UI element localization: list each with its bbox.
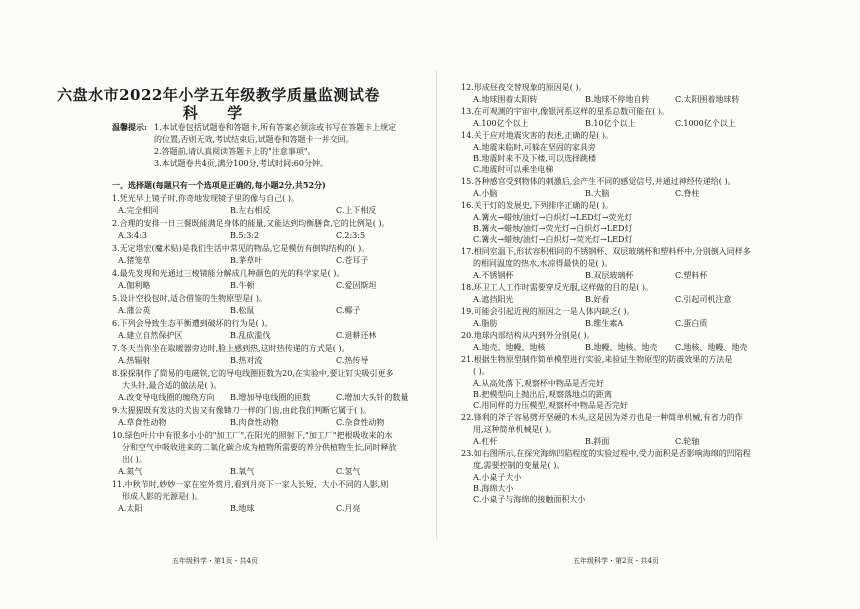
notice-label: 温馨提示: [112,122,147,132]
answer-option: B.松鼠 [230,306,255,315]
page-2 [437,0,860,609]
answer-option: A.篝火→蜡烛/油灯→白炽灯→LED灯→荧光灯 [473,213,633,222]
answer-option: A.猪笼草 [118,256,151,265]
notice-line: 1.本试卷包括试题卷和答题卡,所有答案必须涂或书写在答题卡上规定 [154,123,397,132]
answer-option: B.海绵大小 [473,484,514,493]
notice-line: 2.答题前,请认真阅读答题卡上的"注意事项"。 [154,147,316,156]
page-2-footer: 五年级科学・第2页・共4页 [573,557,659,565]
question-stem: 15.各种感官受到物体的刺激后,会产生不同的感觉信号,并通过神经传递给( )。 [461,177,736,186]
answer-option: C.月亮 [336,504,361,513]
answer-option: C.小桌子与海绵的接触面积大小 [473,495,586,504]
exam-title: 六盘水市2022年小学五年级教学质量监测试卷 [57,86,380,104]
question-stem: 21.根据生物原型制作简单模型进行实验,来验证生物原型的防震效果的方法是 [461,355,733,364]
question-stem: 出( )。 [122,455,147,464]
answer-option: B.地幔、地核、地壳 [585,343,658,352]
answer-option: B.大脑 [585,189,610,198]
question-stem: 14.关于应对地震灾害的表述,正确的是( )。 [461,131,614,140]
question-stem: 度,需要控制的变量是( )。 [473,461,565,470]
answer-option: B.乱砍滥伐 [230,331,271,340]
question-stem: 12.形成昼夜交替现象的原因是( )。 [461,83,587,92]
notice-line: 3.本试题卷共4页,满分100分,考试时间:60分钟。 [154,159,328,168]
question-stem: 22.锋利的斧子容易劈开坚硬的木头,这是因为斧刃也是一种简单机械,有省力的作 [461,413,743,422]
question-stem: 18.环卫工人工作时需要穿反光服,这样做的目的是( )。 [461,283,654,292]
answer-option: A.杠杆 [473,437,498,446]
question-stem: 11.中秋节时,妙妙一家在室外赏月,看到月亮下一家人长短、大小不同的人影,则 [112,480,389,489]
answer-option: A.草食性动物 [118,418,167,427]
answer-option: B.地球不停地自转 [585,95,650,104]
answer-option: B.10亿个以上 [585,119,636,128]
answer-option: C.增加大头针的数量 [336,393,409,402]
question-stem: 10.绿色叶片中有很多小小的"加工厂",在阳光的照射下,"加工厂"把根吸收来的水 [112,431,393,440]
answer-option: B.把模型向上抛出后,观察落地点的距离 [473,390,612,399]
answer-option: C.蛋白质 [675,319,708,328]
answer-option: A.建立自然保护区 [118,331,183,340]
answer-option: C.地震时可以乘坐电梯 [473,165,554,174]
answer-option: A.从高处落下,观察杯中物品是否完好 [473,379,604,388]
answer-option: A.100亿个以上 [473,119,529,128]
answer-option: B.左右相反 [230,206,271,215]
answer-option: C.爱因斯坦 [336,281,377,290]
answer-option: A.伽利略 [118,281,151,290]
question-stem: 分和空气中吸收进来的二氧化碳合成为植物所需要的养分供植物生长,同时释放 [122,443,397,452]
answer-option: C.氢气 [336,467,361,476]
answer-option: C.地核、地幔、地壳 [675,343,748,352]
answer-option: B.5:3:2 [230,231,260,240]
section-heading: 一、选择题(每题只有一个选项是正确的,每小题2分,共52分) [112,180,326,190]
answer-option: B.增加导电线圈的匝数 [230,393,311,402]
answer-option: C.篝火→蜡烛/油灯→白炽灯→荧光灯→LED灯 [473,235,633,244]
question-stem: 用,这种简单机械是( )。 [473,425,557,434]
question-stem: 的相同温度的热水,水凉得最快的是( )。 [473,259,613,268]
answer-option: C.杂食性动物 [336,418,385,427]
answer-option: C.上下相反 [336,206,377,215]
answer-option: A.小桌子大小 [473,473,522,482]
answer-option: C.塑料杯 [675,271,708,280]
answer-option: B.篝火→蜡烛/油灯→荧光灯→白炽灯→LED灯 [473,224,633,233]
answer-option: A.小脑 [473,189,498,198]
answer-option: C.1000亿个以上 [675,119,736,128]
answer-option: A.蒲公英 [118,306,151,315]
question-stem: 6.下列会导致生态平衡遭到破坏的行为是( )。 [112,319,273,328]
answer-option: C.轮轴 [675,437,700,446]
answer-option: B.氧气 [230,467,255,476]
question-stem: 13.在可观测的宇宙中,像银河系这样的星系总数可能在( )。 [461,107,670,116]
answer-option: B.斜面 [585,437,610,446]
answer-option: A.遮挡阳光 [473,295,514,304]
question-stem: 大头针,最合适的做法是( )。 [122,381,222,390]
question-stem: 16.关于灯的发展史,下列排序正确的是( )。 [461,201,614,210]
answer-option: B.茅草叶 [230,256,263,265]
question-stem: 23.如右图所示,在探究海绵凹陷程度的实验过程中,受力面积是否影响海绵的凹陷程 [461,449,751,458]
notice-line: 的位置,否则无效,考试结束后,试题卷和答题卡一并交回。 [154,135,354,144]
answer-option: A.地震来临时,可躲在坚固的家具旁 [473,143,596,152]
question-stem: 3.无定塔宏(魔术贴)是我们生活中常见的物品,它是模仿有倒钩结构的( )。 [112,244,370,253]
answer-option: A.地壳、地幔、地核 [473,343,546,352]
answer-option: A.氮气 [118,467,143,476]
answer-option: A.3:4:3 [118,231,147,240]
answer-option: A.太阳 [118,504,143,513]
answer-option: B.热对流 [230,356,263,365]
answer-option: C.用同样的力压模型,观察杯中物品是否完好 [473,401,628,410]
answer-option: C.热传导 [336,356,369,365]
question-stem: 1.凭光早上镜子时,你奇地发现镜子里的像与自己( )。 [112,194,299,203]
question-stem: 5.设计空投包时,适合借鉴的生物原型是( )。 [112,294,267,303]
question-stem: 20.地球内部结构从内到外分别是( )。 [461,331,595,340]
answer-option: C.苍耳子 [336,256,369,265]
answer-option: A.完全相同 [118,206,159,215]
answer-option: C.太阳围着地球转 [675,95,740,104]
question-stem: 19.可能会引起近视的原因之一是人体内缺乏( )。 [461,307,635,316]
answer-option: A.不锈钢杯 [473,271,514,280]
answer-option: A.脂肪 [473,319,498,328]
question-stem: 9.大猩猩既有发达的犬齿又有像锄刀一样的门齿,由此我们判断它属于( )。 [112,406,371,415]
answer-option: B.肉食性动物 [230,418,279,427]
question-stem: 8.探探制作了简易的电磁铁,它的导电线圈匝数为20,在实验中,要让钉尖吸引更多 [112,369,394,378]
question-stem: 形成人影的光源是( )。 [122,492,203,501]
question-stem: ( )。 [473,367,490,376]
answer-option: B.地震时来不及下楼,可以选择跳楼 [473,154,596,163]
answer-option: B.牛顿 [230,281,255,290]
subject-title: 科 学 [182,104,255,122]
answer-option: C.引起司机注意 [675,295,732,304]
question-stem: 4.最先发现和光通过三棱镜能分解成几种颜色的光的科学家是( )。 [112,269,345,278]
answer-option: B.地球 [230,504,255,513]
answer-option: C.椰子 [336,306,361,315]
answer-option: B.维生素A [585,319,624,328]
answer-option: A.热辐射 [118,356,151,365]
answer-option: C.2:3:5 [336,231,366,240]
answer-option: A.地球围着太阳转 [473,95,538,104]
page-1-footer: 五年级科学・第1页・共4页 [172,557,258,565]
question-stem: 7.冬天当你坐在取暖器旁边时,脸上感到热,这时热传递的方式是( )。 [112,344,350,353]
answer-option: B.双层玻璃杯 [585,271,634,280]
question-stem: 2.合理的安排一日三餐既能满足身体的能量,又能达到均衡膳食,它的比例是( )。 [112,219,390,228]
question-stem: 17.相同室温下,形状容积相同的不锈钢杯、双层玻璃杯和塑料杯中,分别倒入同样多 [461,247,751,256]
answer-option: C.脊柱 [675,189,700,198]
answer-option: B.好看 [585,295,610,304]
answer-option: A.改变导电线圈的缠绕方向 [118,393,215,402]
answer-option: C.退耕还林 [336,331,377,340]
